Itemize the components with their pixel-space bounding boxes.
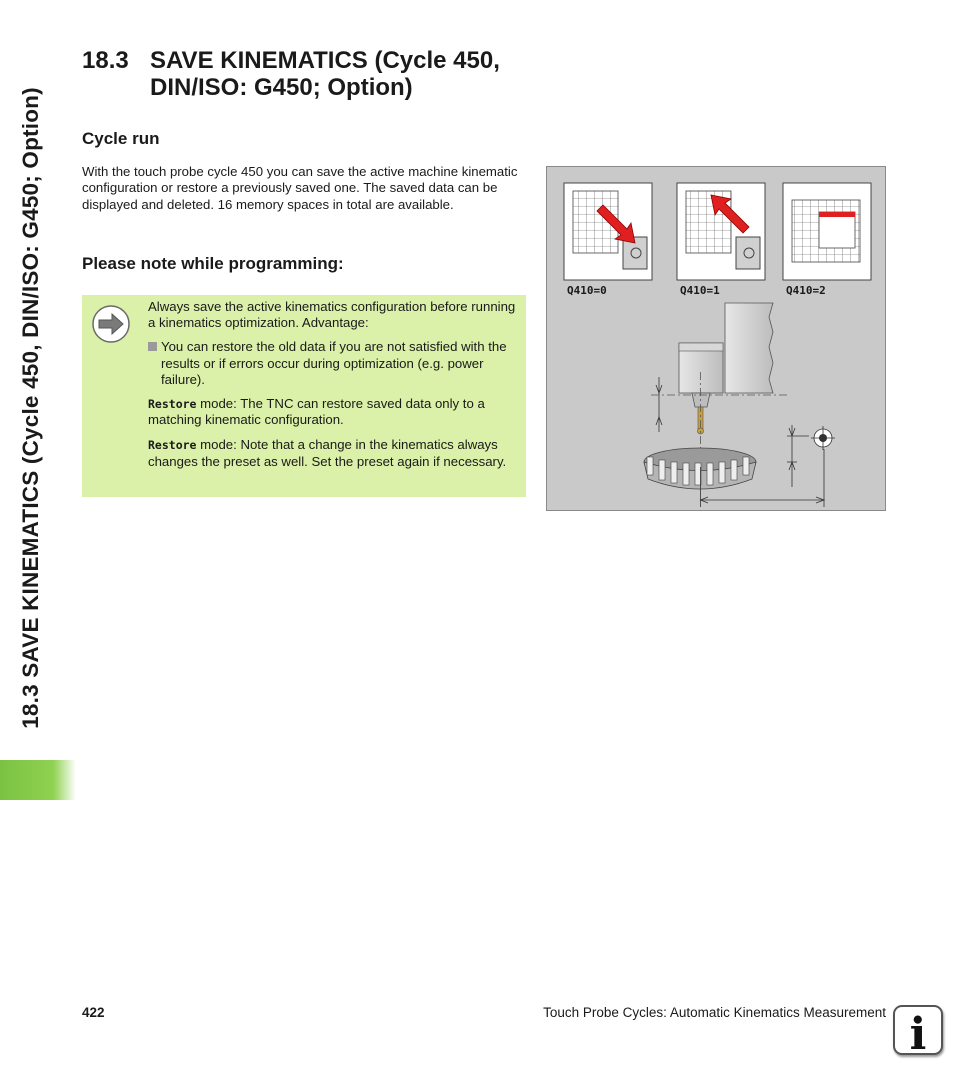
note-restore-2-text: mode: Note that a change in the kinematics always changes the preset as well. Set the preset again if necessary. [148, 437, 507, 469]
note-box [82, 295, 526, 497]
programming-heading: Please note while programming: [82, 254, 344, 273]
label-q410-1: Q410=1 [680, 284, 720, 297]
note-text [148, 299, 518, 470]
note-bullet-text: You can restore the old data if you are not satisfied with the results or if errors occur during optimization (e.g. power failure). [161, 339, 507, 387]
cycle-run-heading: Cycle run [82, 129, 160, 148]
footer-title: Touch Probe Cycles: Automatic Kinematics Measurement [543, 1005, 886, 1020]
code-restore: Restore [148, 438, 197, 453]
section-number: 18.3 [82, 47, 129, 74]
note-intro: Always save the active kinematics configuration before running a kinematics optimization. Advantage: [148, 299, 516, 331]
note-restore-1 [148, 396, 518, 428]
kinematics-illustration [547, 167, 885, 510]
panel-display [783, 183, 871, 280]
label-q410-2: Q410=2 [786, 284, 826, 297]
kinematics-figure [546, 166, 886, 511]
note-restore-1-text: mode: The TNC can restore saved data only to a matching kinematic configuration. [148, 396, 485, 428]
info-icon[interactable] [893, 1005, 943, 1055]
title-line-1: SAVE KINEMATICS (Cycle 450, [150, 47, 500, 74]
rotary-table [644, 448, 756, 489]
note-bullet-item [148, 339, 518, 388]
spindle-head [679, 303, 773, 434]
side-title-text: 18.3 SAVE KINEMATICS (Cycle 450, DIN/ISO: G450; Option) [18, 87, 43, 729]
arrow-right-icon [91, 304, 131, 344]
page-title [82, 47, 500, 101]
panel-restore [677, 183, 765, 280]
page-number: 422 [82, 1005, 105, 1020]
title-line-2: DIN/ISO: G450; Option) [150, 74, 413, 101]
label-q410-0: Q410=0 [567, 284, 607, 297]
bullet-square-icon [148, 342, 157, 351]
info-glyph: i [909, 1009, 927, 1053]
side-running-title [0, 48, 62, 768]
panel-save [564, 183, 652, 280]
cycle-run-text: With the touch probe cycle 450 you can save the active machine kinematic configuration or restore a previously saved one. The saved data can be displayed and deleted. 16 memory spaces in total are available. [82, 164, 518, 212]
info-glyph-icon [895, 1007, 941, 1053]
note-restore-2 [148, 437, 518, 469]
datum-crosshair-icon [811, 426, 835, 450]
code-restore: Restore [148, 397, 197, 412]
safe-icon [736, 237, 760, 269]
